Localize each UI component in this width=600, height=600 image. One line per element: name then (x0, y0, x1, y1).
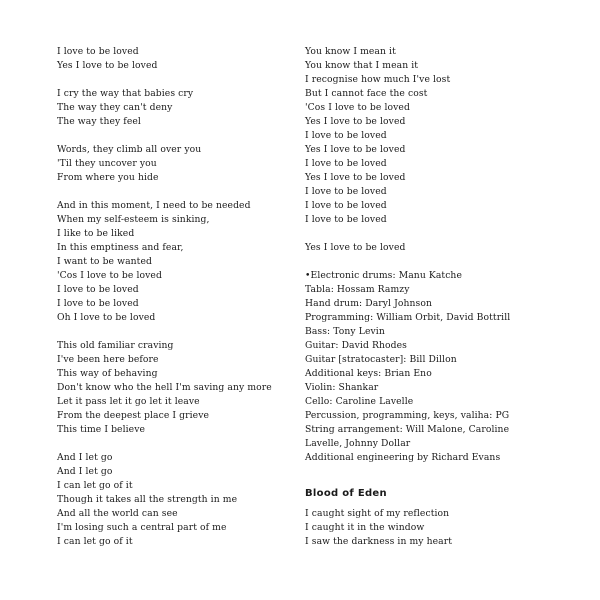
lyric-line: This old familiar craving (57, 340, 174, 351)
stanza-gap (57, 185, 292, 199)
lyric-line: I saw the darkness in my heart (305, 536, 453, 547)
lyric-line: From the deepest place I grieve (57, 410, 210, 421)
lyric-line: I'm losing such a central part of me (57, 522, 227, 533)
lyric-line: I recognise how much I've lost (305, 74, 451, 85)
lyric-line: You know I mean it (305, 46, 396, 57)
stanza-gap (57, 73, 292, 87)
stanza-gap (57, 325, 292, 339)
lyric-line: Yes I love to be loved (305, 172, 406, 183)
lyric-line: Words, they climb all over you (57, 144, 202, 155)
credit-line: String arrangement: Will Malone, Caroline (305, 424, 510, 435)
credit-line: Tabla: Hossam Ramzy (305, 284, 410, 295)
lyric-line: This way of behaving (57, 368, 158, 379)
lyric-line: I cry the way that babies cry (57, 88, 194, 99)
credit-line: Bass: Tony Levin (305, 326, 385, 337)
lyric-line: I caught sight of my reflection (305, 508, 450, 519)
lyric-line: I want to be wanted (57, 256, 152, 267)
stanza-gap (57, 437, 292, 451)
lyric-line: I caught it in the window (305, 522, 425, 533)
lyric-line: I can let go of it (57, 480, 133, 491)
credit-line: Lavelle, Johnny Dollar (305, 438, 411, 449)
lyric-line: I've been here before (57, 354, 159, 365)
lyric-line: But I cannot face the cost (305, 88, 428, 99)
lyric-line: Don't know who the hell I'm saving any more (57, 382, 272, 393)
left-column (57, 45, 292, 549)
lyric-line: Yes I love to be loved (305, 116, 406, 127)
credit-line: Guitar [stratocaster]: Bill Dillon (305, 354, 457, 365)
lyric-line: Though it takes all the strength in me (57, 494, 238, 505)
lyric-line: And in this moment, I need to be needed (57, 200, 251, 211)
lyric-line: I love to be loved (57, 284, 139, 295)
stanza-gap (305, 465, 575, 479)
lyric-line: I like to be liked (57, 228, 135, 239)
lyric-line: When my self-esteem is sinking, (57, 214, 210, 225)
lyric-line: I love to be loved (305, 158, 387, 169)
lyric-line: I love to be loved (305, 200, 387, 211)
credit-line: Additional engineering by Richard Evans (305, 452, 501, 463)
lyric-line: And I let go (57, 452, 113, 463)
song-title: Blood of Eden (305, 488, 387, 499)
lyric-line: Let it pass let it go let it leave (57, 396, 200, 407)
lyric-line: Yes I love to be loved (57, 60, 158, 71)
stanza-gap (57, 129, 292, 143)
lyric-line: And all the world can see (57, 508, 178, 519)
stanza-gap (305, 227, 575, 241)
lyric-line: Oh I love to be loved (57, 312, 156, 323)
lyric-line: In this emptiness and fear, (57, 242, 184, 253)
lyric-line: Yes I love to be loved (305, 144, 406, 155)
lyric-line: Yes I love to be loved (305, 242, 406, 253)
credit-line: Programming: William Orbit, David Bottrill (305, 312, 511, 323)
lyric-line: You know that I mean it (305, 60, 419, 71)
credit-line: Cello: Caroline Lavelle (305, 396, 414, 407)
lyric-line: This time I believe (57, 424, 146, 435)
lyric-line: 'Cos I love to be loved (57, 270, 162, 281)
lyric-line: I can let go of it (57, 536, 133, 547)
lyric-line: 'Til they uncover you (57, 158, 157, 169)
lyric-line: I love to be loved (57, 298, 139, 309)
credit-line: Violin: Shankar (305, 382, 379, 393)
lyric-line: I love to be loved (305, 130, 387, 141)
lyric-line: I love to be loved (305, 214, 387, 225)
right-column (305, 45, 575, 549)
credit-line: Percussion, programming, keys, valiha: PG (305, 410, 510, 421)
stanza-gap (305, 255, 575, 269)
credit-line: Hand drum: Daryl Johnson (305, 298, 433, 309)
lyric-line: I love to be loved (305, 186, 387, 197)
lyric-line: From where you hide (57, 172, 159, 183)
lyric-line: The way they can't deny (57, 102, 173, 113)
credit-line: Guitar: David Rhodes (305, 340, 407, 351)
lyric-line: The way they feel (57, 116, 141, 127)
credit-line: •Electronic drums: Manu Katche (305, 270, 462, 281)
lyric-line: 'Cos I love to be loved (305, 102, 410, 113)
lyric-line: I love to be loved (57, 46, 139, 57)
credit-line: Additional keys: Brian Eno (305, 368, 432, 379)
lyric-line: And I let go (57, 466, 113, 477)
